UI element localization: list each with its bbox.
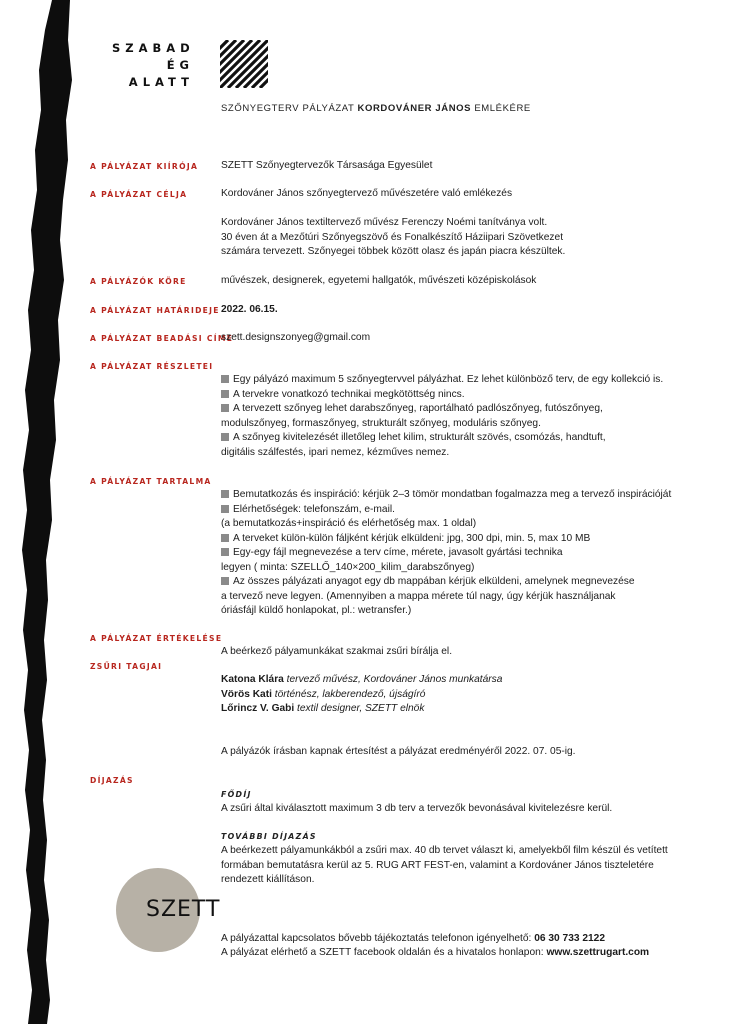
- jury-member: Katona Klára tervező művész, Kordováner János munkatársa: [221, 674, 503, 685]
- notification-text: A pályázók írásban kapnak értesítést a pályázat eredményéről 2022. 07. 05-ig.: [221, 746, 576, 757]
- label-kiiroja: A PÁLYÁZAT KIÍRÓJA: [90, 162, 199, 171]
- list-item: Az összes pályázati anyagot egy db mappában kérjük elküldeni, amelynek megnevezése: [221, 575, 671, 590]
- label-beadasi: A PÁLYÁZAT BEADÁSI CÍME: [90, 334, 234, 343]
- list-item-continued: legyen ( minta: SZELLŐ_140×200_kilim_darabszőnyeg): [221, 561, 475, 573]
- tovabbi-text: [221, 844, 668, 888]
- korok-text: művészek, designerek, egyetemi hallgatók, művészeti középiskolások: [221, 275, 537, 286]
- subtitle-pre: SZŐNYEGTERV PÁLYÁZAT: [221, 103, 358, 114]
- list-item: A tervekre vonatkozó technikai megkötöttség nincs.: [221, 388, 663, 403]
- label-zsuri: ZSŰRI TAGJAI: [90, 662, 163, 671]
- list-item: A szőnyeg kivitelezését illetőleg lehet kilim, strukturált szövés, csomózás, handtuft,: [221, 431, 663, 446]
- celja-paragraph: [221, 216, 565, 260]
- bullet-square-icon: [221, 534, 229, 542]
- bullet-square-icon: [221, 490, 229, 498]
- bullet-square-icon: [221, 548, 229, 556]
- szett-logo-label: SZETT: [146, 897, 221, 922]
- label-dijazas: DÍJAZÁS: [90, 776, 134, 785]
- deadline-text: 2022. 06.15.: [221, 304, 278, 315]
- list-item-continued: óriásfájl küldő honlapokat, pl.: wetransfer.): [221, 605, 412, 616]
- zsuri-list: [221, 673, 502, 717]
- celja-line: számára tervezett. Szőnyegei többek között olasz és japán piacra készültek.: [221, 246, 566, 257]
- szett-logo-text: [146, 897, 220, 922]
- list-item-continued: modulszőnyeg, formaszőnyeg, strukturált szőnyeg, moduláris szőnyeg.: [221, 417, 541, 429]
- list-item-continued: a tervező neve legyen. (Amennyiben a mappa mérete túl nagy, úgy kérjük használjanak: [221, 590, 616, 602]
- label-ertekelese: A PÁLYÁZAT ÉRTÉKELÉSE: [90, 634, 223, 643]
- email-address[interactable]: szett.designszonyeg@gmail.com: [221, 332, 371, 343]
- list-item: Egy-egy fájl megnevezése a terv címe, mérete, javasolt gyártási technika: [221, 546, 671, 561]
- page-subtitle: [221, 103, 531, 114]
- list-item: Bemutatkozás és inspiráció: kérjük 2–3 tömör mondatban fogalmazza meg a tervező inspirációját: [221, 488, 671, 503]
- label-korok: A PÁLYÁZÓK KÖRE: [90, 277, 187, 286]
- tovabbi-title: TOVÁBBI DÍJAZÁS: [221, 832, 317, 841]
- celja-line: Kordováner János textiltervező művész Ferenczy Noémi tanítványa volt.: [221, 217, 548, 228]
- bullet-square-icon: [221, 577, 229, 585]
- jury-member: Lőrincz V. Gabi textil designer, SZETT elnök: [221, 703, 425, 714]
- jury-member: Vörös Kati történész, lakberendező, újságíró: [221, 688, 426, 700]
- fodij-title: FŐDÍJ: [221, 790, 252, 799]
- label-reszletei: A PÁLYÁZAT RÉSZLETEI: [90, 362, 214, 371]
- diagonal-stripes-icon: [220, 40, 268, 88]
- logo-line-1: SZABAD: [112, 41, 195, 55]
- reszletei-list: [221, 373, 663, 460]
- bullet-square-icon: [221, 404, 229, 412]
- bullet-square-icon: [221, 505, 229, 513]
- list-item: A tervezett szőnyeg lehet darabszőnyeg, raportálható padlószőnyeg, futószőnyeg,: [221, 402, 663, 417]
- ertekelese-text: A beérkező pályamunkákat szakmai zsűri bírálja el.: [221, 646, 453, 657]
- fodij-text: A zsűri által kiválasztott maximum 3 db terv a tervezők bevonásával kivitelezésre kerül.: [221, 803, 613, 814]
- list-item: Elérhetőségek: telefonszám, e-mail.: [221, 503, 671, 518]
- bullet-square-icon: [221, 433, 229, 441]
- tovabbi-line: A beérkezett pályamunkákból a zsűri max. 40 db tervet választ ki, amelyekből film készül és vetített: [221, 845, 668, 856]
- logo-line-3: ALATT: [128, 75, 194, 89]
- celja-line: 30 éven át a Mezőtúri Szőnyegszövő és Fonalkészítő Háziipari Szövetkezet: [221, 231, 564, 243]
- list-item-continued: digitális szálfestés, ipari nemez, kézműves nemez.: [221, 446, 450, 458]
- website-link[interactable]: www.szettrugart.com: [546, 947, 650, 958]
- list-item: A terveket külön-külön fáljként kérjük elküldeni: jpg, 300 dpi, min. 5, max 10 MB: [221, 532, 671, 547]
- list-item: Egy pályázó maximum 5 szőnyegtervvel pályázhat. Ez lehet különböző terv, de egy kollekció is.: [221, 373, 663, 388]
- bullet-square-icon: [221, 375, 229, 383]
- subtitle-post: EMLÉKÉRE: [471, 103, 531, 114]
- label-tartalma: A PÁLYÁZAT TARTALMA: [90, 477, 212, 486]
- contact-phone-line: A pályázattal kapcsolatos bővebb tájékoztatás telefonon igényelhető: 06 30 733 2122: [221, 933, 606, 944]
- kiiro-text: SZETT Szőnyegtervezők Társasága Egyesület: [221, 160, 433, 171]
- subtitle-name: KORDOVÁNER JÁNOS: [357, 103, 472, 114]
- szabad-eg-alatt-logo: [112, 40, 194, 91]
- torn-edge-decoration: [0, 0, 120, 1024]
- bullet-square-icon: [221, 390, 229, 398]
- celja-text: Kordováner János szőnyegtervező művészetére való emlékezés: [221, 188, 513, 199]
- phone-number[interactable]: 06 30 733 2122: [534, 933, 606, 944]
- tovabbi-line: formában bemutatásra kerül az 5. RUG ART FEST-en, valamint a Kordováner János tiszteletére: [221, 859, 654, 871]
- label-hatarido: A PÁLYÁZAT HATÁRIDEJE: [90, 306, 220, 315]
- tovabbi-line: rendezett kiállításon.: [221, 874, 315, 885]
- contact-web-line: A pályázat elérhető a SZETT facebook oldalán és a hivatalos honlapon: www.szettrugart.com: [221, 947, 650, 958]
- logo-line-2: ÉG: [166, 58, 194, 72]
- tartalma-list: [221, 488, 671, 619]
- list-item-continued: (a bemutatkozás+inspiráció és elérhetőség max. 1 oldal): [221, 518, 477, 529]
- label-celja: A PÁLYÁZAT CÉLJA: [90, 190, 188, 199]
